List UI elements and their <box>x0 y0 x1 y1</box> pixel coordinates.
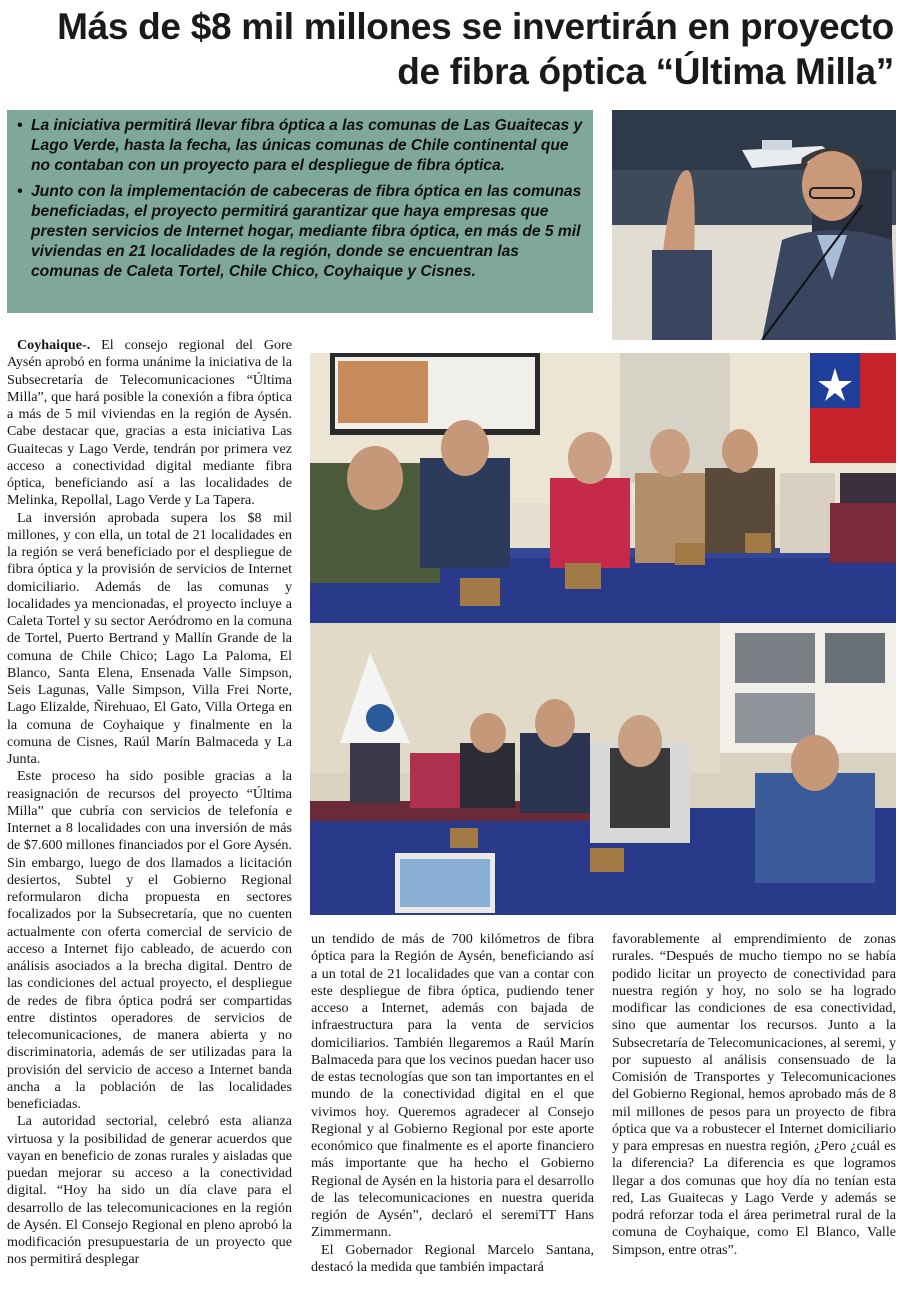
paragraph: La inversión aprobada supera los $8 mil millones, y con ella, un total de 21 localidades en la región se verá beneficiado por el despliegue de fibra óptica y la provisión de servicios de Internet domiciliario. Además de las comunas y localidades ya mencionadas, el proyecto incluye a Caleta Tortel y su sector Aeródromo en la comuna de Tortel, Puerto Bertrand y Mallín Grande de la comuna de Chile Chico; Lago La Paloma, El Blanco, Santa Elena, Ensenada Valle Simpson, Seis Lagunas, Valle Simpson, Villa Frei Norte, Lago Elizalde, Ñirehuao, El Gato, Villa Ortega en la comuna de Coyhaique y finalmente en la comuna de Cisnes, Raúl Marín Balmaceda y La Junta. <box>7 509 292 767</box>
bullet-dot: • <box>17 183 23 200</box>
paragraph: Este proceso ha sido posible gracias a la reasignación de recursos del proyecto “Última Milla” que cubría con servicios de telefonía e Internet a 8 localidades con una inversión de más de $7.600 millones financiados por el Gore Aysén. Sin embargo, luego de dos llamados a licitación desiertos, Subtel y el Gobierno Regional reformularon dicha propuesta en sectores focalizados por la Subsecretaría, que no cuenten actualmente con oferta comercial de servicio de acceso a Internet fijo cableado, de acuerdo con análisis asociados a la brecha digital. Dentro de las condiciones del actual proyecto, el despliegue de redes de fibra óptica podrá ser compartidas entre distintos operadores de servicios de telecomunicaciones, de manera abierta y no discriminatoria, además de ser utilizadas para la provisión del servicio de acceso a Internet banda ancha a la población de las localidades beneficiadas. <box>7 768 292 1112</box>
paragraph-text: El consejo regional del Gore Aysén aprobó en forma unánime la iniciativa de la Subsecretaría de Telecomunicaciones “Última Milla”, que hará posible la conexión a fibra óptica a más de 5 mil viviendas en la región de Aysén. Cabe destacar que, gracias a esta iniciativa Las Guaitecas y Lago Verde, tendrán por primera vez acceso a conectividad digital mediante fibra óptica, beneficiando así a las localidades de Melinka, Repollal, Lago Verde y La Tapera. <box>7 337 292 509</box>
article-column-2 <box>311 931 594 1276</box>
portrait-photo <box>612 110 896 340</box>
paragraph <box>7 337 292 510</box>
paragraph: favorablemente al emprendimiento de zonas rurales. “Después de mucho tiempo no se había podido licitar un proyecto de conectividad para nuestra región y hoy, no solo se ha logrado modificar las condiciones de esa conectividad, sino que aumentar los recursos. Junto a la Subsecretaría de Telecomunicaciones, al seremi, y por supuesto al análisis consensuado de la Comisión de Transportes y Telecomunicaciones del Gobierno Regional, hemos aprobado más de 8 mil millones de pesos para un proyecto de fibra óptica que va a robustecer el Internet domiciliario y para empresas en nuestra región, ¿Pero ¿cuál es la diferencia? La diferencia es que logramos llegar a dos comunas que hoy día no tenían esta red, Las Guaitecas y Lago Verde y además se podrá reforzar toda el área perimetral rural de la comuna de Coyhaique, como El Blanco, Valle Simpson, entre otras”. <box>612 931 896 1258</box>
headline <box>20 4 894 94</box>
council-vote-photo <box>310 623 896 915</box>
bullet-dot: • <box>17 117 23 134</box>
headline-line-1: Más de $8 mil millones se invertirán en proyecto <box>57 6 894 47</box>
paragraph: El Gobernador Regional Marcelo Santana, destacó la medida que también impactará <box>311 1241 594 1275</box>
council-meeting-photo <box>310 353 896 623</box>
article-column-1 <box>7 337 292 1269</box>
headline-line-2: de fibra óptica “Última Milla” <box>397 51 894 92</box>
summary-box <box>7 110 593 313</box>
paragraph: La autoridad sectorial, celebró esta alianza virtuosa y la posibilidad de generar acuerdos que vayan en beneficio de zonas rurales y aisladas que puedan mejorar su acceso a la conectividad digital. “Hoy ha sido un día clave para el desarrollo de las telecomunicaciones en la región de Aysén. El Consejo Regional en pleno aprobó la modificación presupuestaria de un proyecto que nos permitirá desplegar <box>7 1113 292 1268</box>
council-vote-illustration <box>310 623 896 915</box>
summary-bullet-text: La iniciativa permitirá llevar fibra óptica a las comunas de Las Guaitecas y Lago Verde, hasta la fecha, las únicas comunas de Chile continental que no contaban con un proyecto para el despliegue de fibra óptica. <box>31 117 583 174</box>
summary-bullet-text: Junto con la implementación de cabeceras de fibra óptica en las comunas beneficiadas, el proyecto permitirá garantizar que haya empresas que presten servicios de Internet hogar, mediante fibra óptica, en más de 5 mil viviendas en 21 localidades de la región, donde se encuentran las comunas de Caleta Tortel, Chile Chico, Coyhaique y Cisnes. <box>31 183 582 280</box>
council-meeting-illustration <box>310 353 896 623</box>
dateline: Coyhaique-. <box>17 337 91 353</box>
summary-bullet <box>17 182 583 282</box>
article-column-3 <box>612 931 896 1259</box>
paragraph: un tendido de más de 700 kilómetros de fibra óptica para la Región de Aysén, beneficiando así a un total de 21 localidades que van a contar con este despliegue de fibra óptica, pudiendo tener acceso a Internet, además con bajada de infraestructura para la venta de servicios domiciliarios. También llegaremos a Raúl Marín Balmaceda para que los vecinos puedan hacer uso de estas tecnologías que son tan importantes en el mundo de la conectividad digital en el que vivimos hoy. Queremos agradecer al Consejo Regional y al Gobierno Regional por este aporte económico que finalmente es el aporte financiero más importante que ha hecho el Gobierno Regional de Aysén en la historia para el desarrollo de las telecomunicaciones en nuestra querida región de Aysén”, declaró el seremiTT Hans Zimmermann. <box>311 931 594 1241</box>
summary-bullet <box>17 116 583 176</box>
portrait-illustration <box>612 110 896 340</box>
